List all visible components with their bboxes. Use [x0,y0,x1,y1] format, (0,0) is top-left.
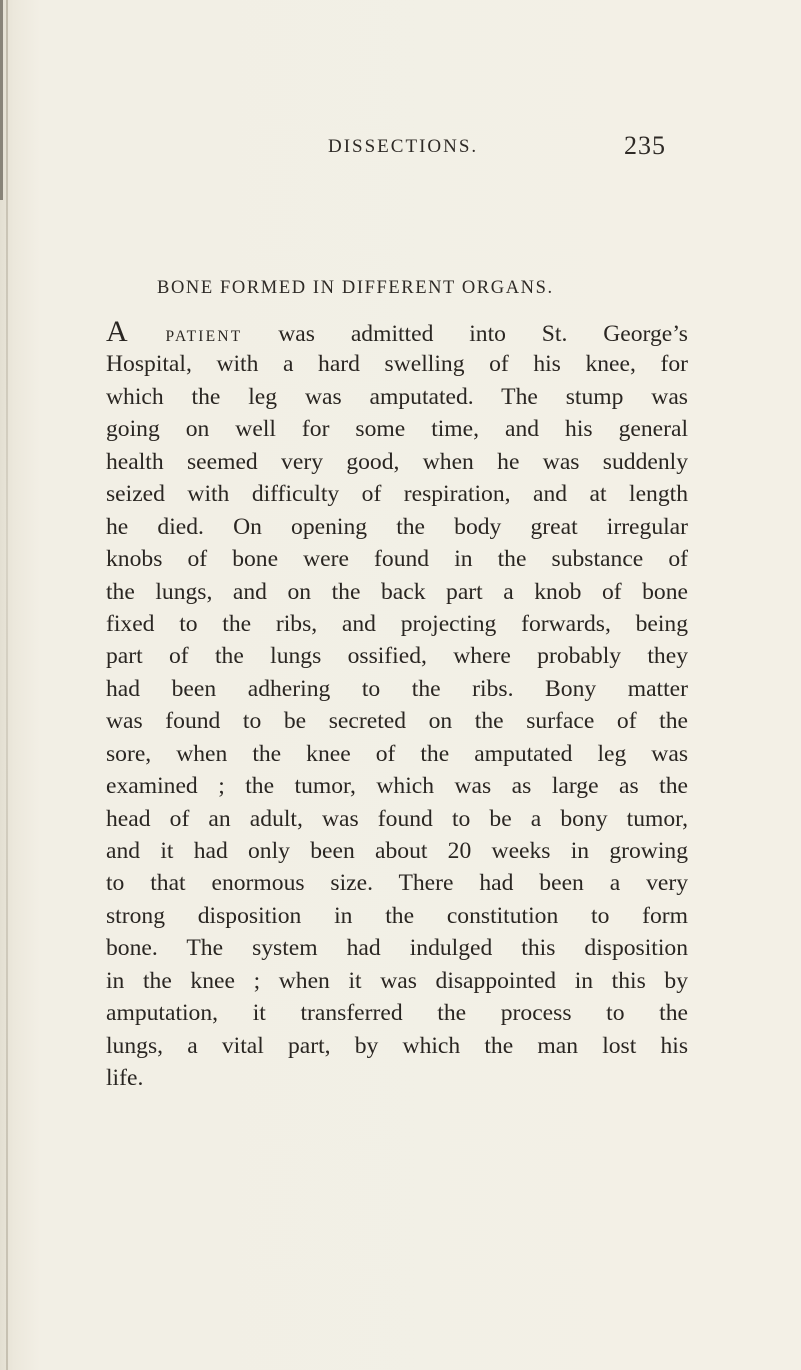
body-line: had been adhering to the ribs. Bony matter [106,675,688,702]
opening-smallcaps: PATIENT [165,328,243,345]
body-line: going on well for some time, and his general [106,416,688,443]
body-line: examined ; the tumor, which was as large as the [106,773,688,800]
body-paragraph [106,316,688,1095]
body-line-first [106,316,688,348]
body-line: to that enormous size. There had been a very [106,870,688,897]
body-line: the lungs, and on the back part a knob of bone [106,578,688,605]
body-line: he died. On opening the body great irregular [106,513,688,540]
body-line: amputation, it transferred the process to the [106,1000,688,1027]
body-line: health seemed very good, when he was suddenly [106,448,688,475]
body-line: fixed to the ribs, and projecting forwards, being [106,610,688,637]
opening-initial: A [106,315,130,348]
body-line: which the leg was amputated. The stump was [106,383,688,410]
body-line: and it had only been about 20 weeks in growing [106,838,688,864]
body-line: knobs of bone were found in the substance of [106,546,688,573]
body-line: in the knee ; when it was disappointed in this by [106,967,688,994]
binding-gutter [6,0,8,1370]
body-line: seized with difficulty of respiration, and at length [106,481,688,508]
page-number: 235 [624,131,666,160]
body-line: head of an adult, was found to be a bony tumor, [106,805,688,832]
body-line: strong disposition in the constitution to form [106,902,688,929]
body-line: part of the lungs ossified, where probably they [106,643,688,670]
body-line: was found to be secreted on the surface of the [106,708,688,735]
section-heading: BONE FORMED IN DIFFERENT ORGANS. [157,278,554,298]
body-line: lungs, a vital part, by which the man lost his [106,1032,688,1059]
first-line-rest: was admitted into St. George’s [278,321,688,347]
body-line: sore, when the knee of the amputated leg was [106,740,688,767]
running-head-title: DISSECTIONS. [328,136,479,157]
body-line-last: life. [106,1065,144,1092]
body-line: Hospital, with a hard swelling of his knee, for [106,351,688,378]
body-line: bone. The system had indulged this disposition [106,935,688,962]
binding-edge [0,0,3,200]
